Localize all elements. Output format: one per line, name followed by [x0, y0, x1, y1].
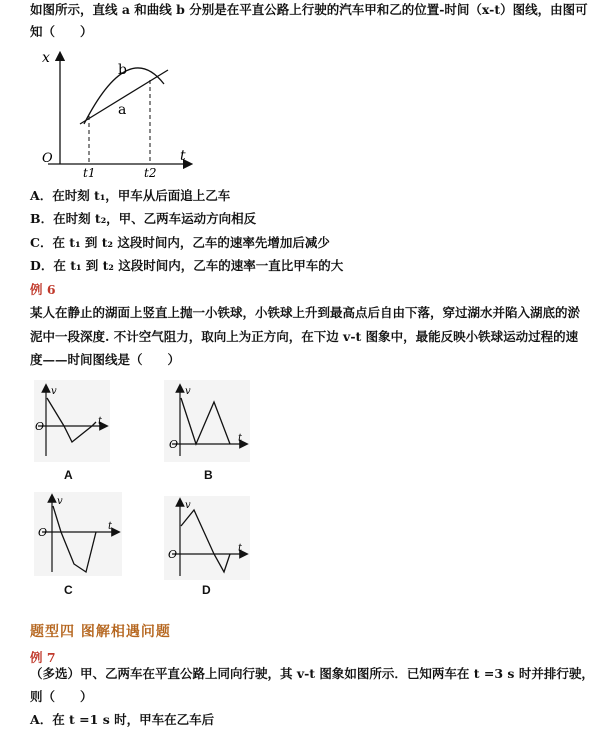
- t-label-d: t: [238, 543, 243, 554]
- v-label-b: v: [185, 386, 191, 397]
- o-label-a: O: [35, 420, 45, 433]
- vt-graph-b: [164, 380, 250, 462]
- vt-graph-a: [34, 380, 110, 462]
- x-label: x: [42, 50, 50, 66]
- choice-a: A．在时刻 t₁，甲车从后面追上乙车: [30, 188, 231, 203]
- v-label-d: v: [185, 500, 191, 511]
- example6-label: 例 6: [30, 282, 56, 297]
- section-title: 题型四 图解相遇问题: [30, 624, 171, 640]
- question-intro-line2: 知（ ）: [30, 24, 93, 39]
- o-label-c: O: [38, 526, 48, 539]
- vt-line-c: [53, 506, 96, 572]
- choice-c: C．在 t₁ 到 t₂ 这段时间内，乙车的速率先增加后减少: [30, 235, 330, 250]
- line-a-label: a: [118, 102, 127, 118]
- example6-line3: 度——时间图线是（ ）: [30, 352, 181, 367]
- example6-line1: 某人在静止的湖面上竖直上抛一小铁球，小铁球上升到最高点后自由下落，穿过湖水并陷入湖底的淤: [30, 305, 581, 320]
- xt-graph: [28, 48, 198, 180]
- example7-choice-a: A．在 t =1 s 时，甲车在乙车后: [30, 712, 215, 727]
- t1-label: t1: [83, 166, 96, 180]
- example6-line2: 泥中一段深度. 不计空气阻力，取向上为正方向，在下边 v-t 图象中，最能反映小铁球运动过程的速: [30, 329, 579, 344]
- vt-line-b: [181, 398, 230, 444]
- choice-b: B．在时刻 t₂，甲、乙两车运动方向相反: [30, 211, 257, 226]
- option-label-b: B: [204, 468, 213, 482]
- o-label-d: O: [168, 548, 178, 561]
- example7-label: 例 7: [30, 650, 56, 665]
- option-label-a: A: [64, 468, 73, 482]
- o-label-b: O: [169, 438, 179, 451]
- t-axis-label: t: [180, 148, 186, 164]
- vt-line-d: [181, 510, 230, 572]
- vt-graph-c: [34, 492, 122, 576]
- example7-line2: 则（ ）: [30, 689, 93, 704]
- v-label-c: v: [57, 496, 63, 507]
- t-label-c: t: [108, 521, 113, 532]
- curve-b-label: b: [118, 62, 127, 78]
- question-intro-line1: 如图所示，直线 a 和曲线 b 分别是在平直公路上行驶的汽车甲和乙的位置-时间（x-t）图线，由图可: [30, 2, 588, 17]
- t2-label: t2: [144, 166, 157, 180]
- option-label-d: D: [202, 583, 211, 597]
- t-label-b: t: [238, 433, 243, 444]
- example7-line1: （多选）甲、乙两车在平直公路上同向行驶，其 v-t 图象如图所示．已知两车在 t =3 s 时并排行驶，: [30, 666, 594, 681]
- vt-graph-d: [164, 496, 250, 580]
- choice-d: D．在 t₁ 到 t₂ 这段时间内，乙车的速率一直比甲车的大: [30, 258, 344, 273]
- vt-line-a: [47, 398, 96, 442]
- origin-label: O: [42, 151, 53, 166]
- t-label-a: t: [98, 416, 103, 427]
- option-label-c: C: [64, 583, 73, 597]
- v-label-a: v: [51, 386, 57, 397]
